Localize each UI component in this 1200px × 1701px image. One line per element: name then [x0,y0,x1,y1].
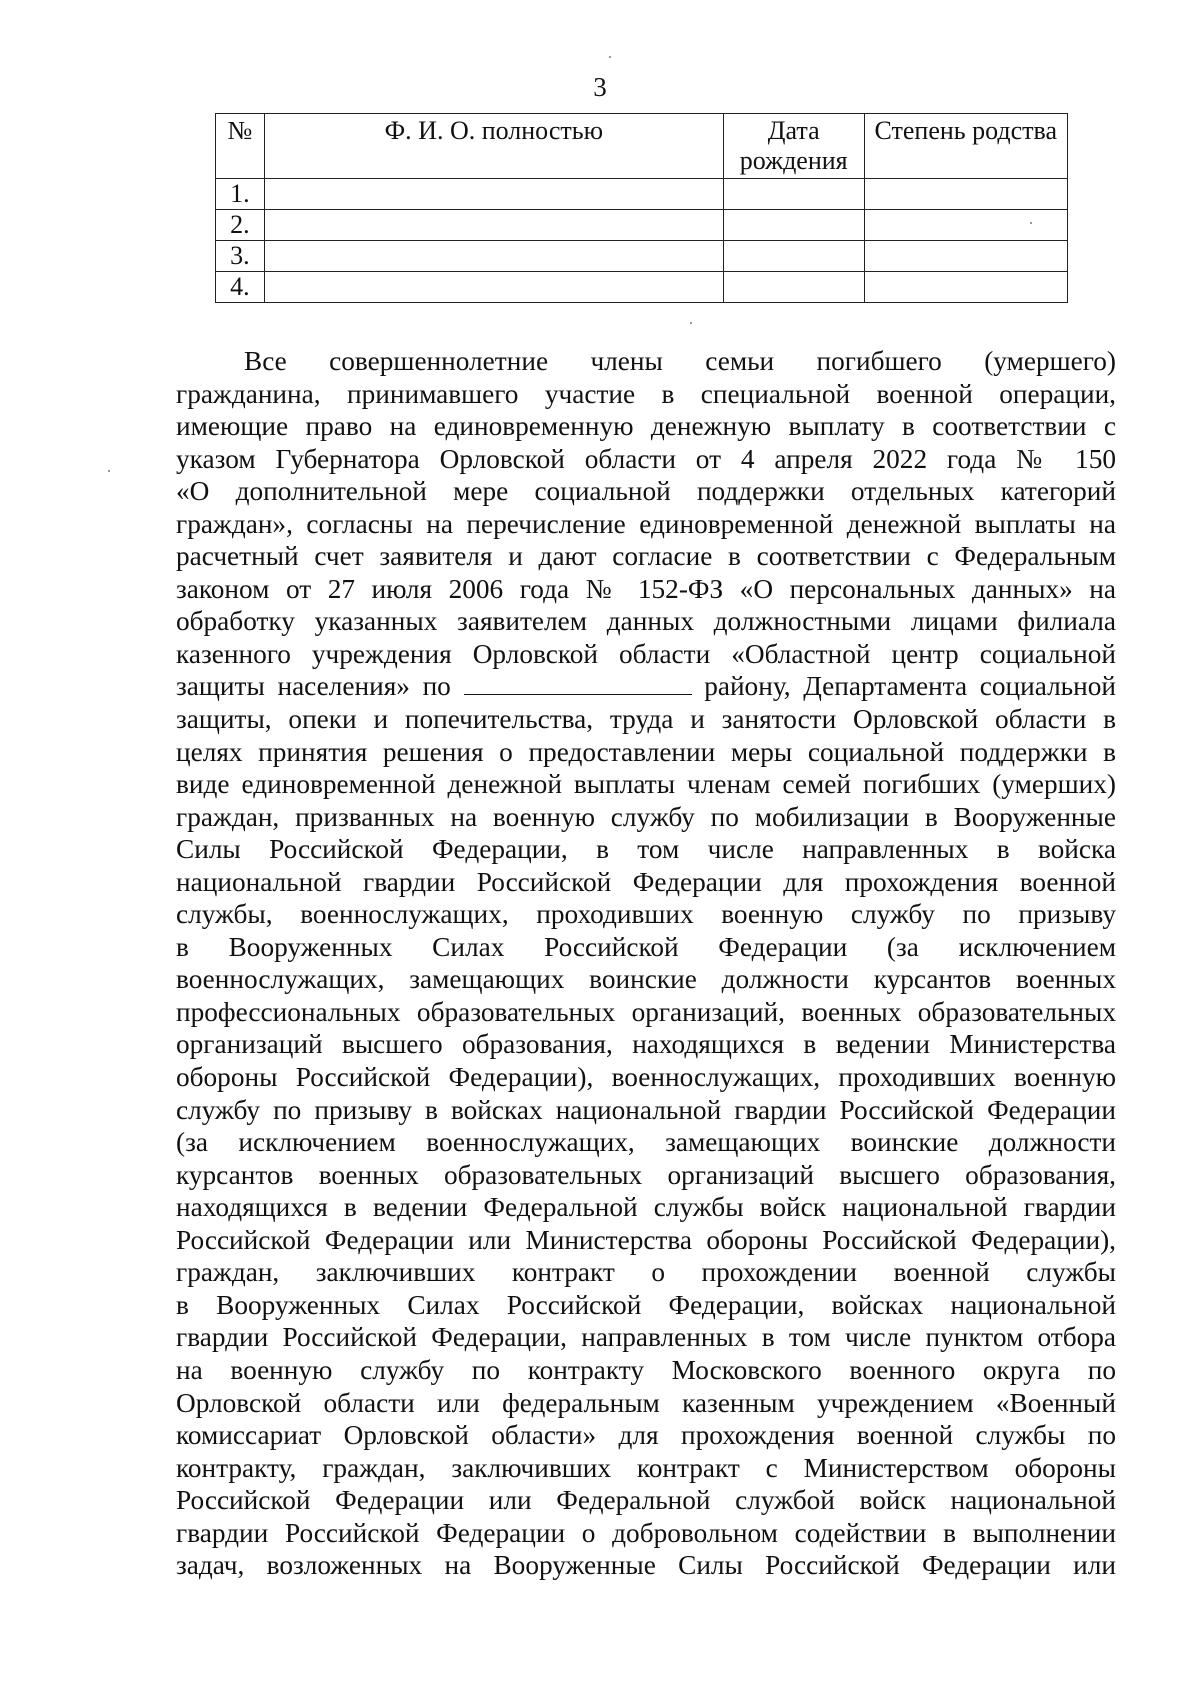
text-line: расчетный счет заявителя и дают согласие в соответствии с Федеральным [176,541,1116,572]
full-name-cell [264,210,723,241]
text-line: Все совершеннолетние члены семьи погибшего (умершего) [244,346,1116,376]
header-number: № [216,114,265,179]
scan-speck [609,56,611,58]
text-line: граждан, призванных на военную службу по мобилизации в Вооруженные [176,801,1116,832]
text-line: службы, военнослужащих, проходивших военную службу по призыву [176,899,1116,930]
text-line: контракту, граждан, заключивших контракт с Министерством обороны [176,1452,1116,1483]
text-line: национальной гвардии Российской Федерации для прохождения военной [176,866,1116,897]
full-name-cell [264,272,723,303]
text-line: службу по призыву в войсках национальной гвардии Российской Федерации [176,1094,1116,1125]
text-line: Силы Российской Федерации, в том числе направленных в войска [176,834,1116,865]
district-blank-field[interactable] [464,672,692,695]
text-line: задач, возложенных на Вооруженные Силы Российской Федерации или [176,1550,1116,1581]
text-line: находящихся в ведении Федеральной службы войск национальной гвардии [176,1192,1116,1223]
text-line: военнослужащих, замещающих воинские должности курсантов военных [176,964,1116,995]
text-line: гвардии Российской Федерации о добровольном содействии в выполнении [176,1517,1116,1548]
text-line: граждан», согласны на перечисление единовременной денежной выплаты на [176,508,1116,539]
row-number: 1. [216,179,265,210]
table-row [216,241,1068,272]
full-name-cell [264,179,723,210]
text-segment: защиты населения» по [176,671,451,702]
text-line: имеющие право на единовременную денежную выплату в соответствии с [176,411,1116,442]
text-line: гвардии Российской Федерации, направленных в том числе пунктом отбора [176,1322,1116,1353]
table-header-row [216,114,1068,179]
row-number: 3. [216,241,265,272]
text-line: профессиональных образовательных организаций, военных образовательных [176,996,1116,1027]
relationship-cell [864,179,1067,210]
table-row [216,210,1068,241]
scan-speck [108,470,110,472]
text-line: казенного учреждения Орловской области «Областной центр социальной [176,638,1116,669]
text-line-with-blank [176,670,1116,703]
text-line: обработку указанных заявителем данных должностными лицами филиала [176,606,1116,637]
relationship-cell [864,241,1067,272]
text-line: на военную службу по контракту Московского военного округа по [176,1354,1116,1385]
row-number: 2. [216,210,265,241]
table-row [216,179,1068,210]
text-line: обороны Российской Федерации), военнослужащих, проходивших военную [176,1062,1116,1093]
family-members-table [215,113,1068,303]
text-line: Орловской области или федеральным казенным учреждением «Военный [176,1387,1116,1418]
birth-date-cell [723,241,864,272]
text-line: законом от 27 июля 2006 года № 152-ФЗ «О персональных данных» на [176,573,1116,604]
text-line: (за исключением военнослужащих, замещающих воинские должности [176,1127,1116,1158]
text-line: организаций высшего образования, находящихся в ведении Министерства [176,1029,1116,1060]
page-number: 3 [593,72,607,102]
consent-paragraph [176,345,1116,1582]
text-line: защиты, опеки и попечительства, труда и занятости Орловской области в [176,704,1116,735]
row-number: 4. [216,272,265,303]
header-full-name: Ф. И. О. полностью [264,114,723,179]
relationship-cell [864,272,1067,303]
text-line: курсантов военных образовательных организаций высшего образования, [176,1159,1116,1190]
birth-date-cell [723,179,864,210]
relationship-cell [864,210,1067,241]
scan-speck [690,322,692,324]
text-line: указом Губернатора Орловской области от 4 апреля 2022 года № 150 [176,443,1116,474]
text-segment: району, Департамента социальной [704,671,1116,702]
text-line: Российской Федерации или Министерства обороны Российской Федерации), [176,1224,1116,1255]
scan-speck [1030,222,1032,224]
text-line: целях принятия решения о предоставлении меры социальной поддержки в [176,736,1116,767]
text-line: в Вооруженных Силах Российской Федерации (за исключением [176,931,1116,962]
text-line: гражданина, принимавшего участие в специальной военной операции, [176,378,1116,409]
text-line: в Вооруженных Силах Российской Федерации, войсках национальной [176,1289,1116,1320]
full-name-cell [264,241,723,272]
header-birth-date: Дата рождения [723,114,864,179]
text-line: граждан, заключивших контракт о прохождении военной службы [176,1257,1116,1288]
header-relationship: Степень родства [864,114,1067,179]
text-line: Российской Федерации или Федеральной службой войск национальной [176,1485,1116,1516]
text-line: виде единовременной денежной выплаты членам семей погибших (умерших) [176,769,1116,800]
text-line: «О дополнительной мере социальной поддержки отдельных категорий [176,476,1116,507]
birth-date-cell [723,272,864,303]
table-row [216,272,1068,303]
text-line: комиссариат Орловской области» для прохождения военной службы по [176,1420,1116,1451]
birth-date-cell [723,210,864,241]
